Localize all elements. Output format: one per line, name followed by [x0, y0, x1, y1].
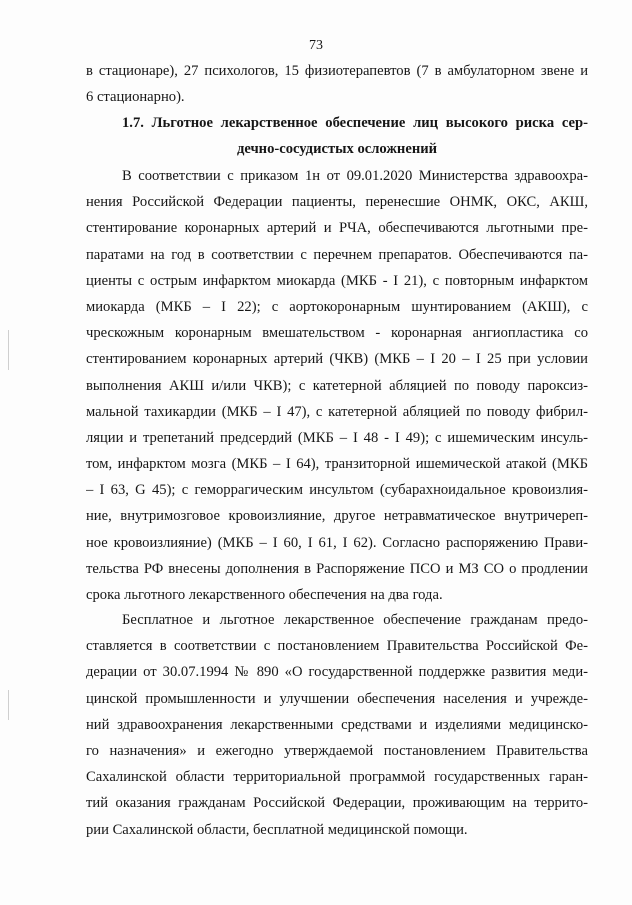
text-line: рии Сахалинской области, бесплатной медицинской помощи.	[86, 821, 468, 838]
text-line: стентирование коронарных артерий и РЧА, обеспечиваются льготными пре-	[86, 220, 588, 237]
scan-edge-mark	[8, 330, 9, 370]
text-line: миокарда (МКБ – I 22); с аортокоронарным шунтированием (АКШ), с	[86, 298, 588, 315]
paragraph-1	[86, 163, 588, 608]
heading-line: 1.7. Льготное лекарственное обеспечение лиц высокого риска сер-	[122, 115, 588, 131]
text-line: 6 стационарно).	[86, 89, 185, 106]
text-line: нения Российской Федерации пациенты, перенесшие ОНМК, ОКС, АКШ,	[86, 194, 588, 211]
text-line: тий оказания гражданам Российской Федерации, проживающим на террито-	[86, 795, 588, 812]
text-line: в стационаре), 27 психологов, 15 физиотерапевтов (7 в амбулаторном звене и	[86, 63, 588, 79]
text-line: ние, внутримозговое кровоизлияние, другое нетравматическое внутричереп-	[86, 508, 588, 525]
text-line: паратами на год в соответствии с перечнем препаратов. Обеспечиваются па-	[86, 246, 588, 263]
text-line: выполнения АКШ и/или ЧКВ); с катетерной абляцией по поводу пароксиз-	[86, 377, 588, 394]
heading-line: дечно-сосудистых осложнений	[236, 141, 438, 158]
intro-paragraph	[86, 58, 588, 110]
text-line: Сахалинской области территориальной программой государственных гаран-	[86, 769, 588, 786]
text-line: стентированием коронарных артерий (ЧКВ) (МКБ – I 20 – I 25 при условии	[86, 351, 588, 368]
text-line: В соответствии с приказом 1н от 09.01.2020 Министерства здравоохра-	[122, 168, 588, 184]
text-line: тельства РФ внесены дополнения в Распоряжение ПСО и МЗ СО о продлении	[86, 560, 588, 577]
text-line: циенты с острым инфарктом миокарда (МКБ - I 21), с повторным инфарктом	[86, 272, 588, 289]
text-line: Бесплатное и льготное лекарственное обеспечение гражданам предо-	[122, 612, 588, 628]
text-line: го назначения» и ежегодно утверждаемой постановлением Правительства	[86, 742, 588, 759]
text-line: чрескожным коронарным вмешательством - коронарная ангиопластика со	[86, 325, 588, 342]
text-line: ний здравоохранения лекарственными средствами и изделиями медицинско-	[86, 716, 588, 733]
text-line: ляции и трепетаний предсердий (МКБ – I 48 - I 49); с ишемическим инсуль-	[86, 429, 588, 446]
text-line: том, инфарктом мозга (МКБ – I 64), транзиторной ишемической атакой (МКБ	[86, 456, 588, 473]
page-number: 73	[309, 38, 323, 53]
paragraph-2	[86, 607, 588, 843]
scan-edge-mark	[8, 690, 9, 720]
text-line: цинской промышленности и улучшении обеспечения населения и учрежде-	[86, 690, 588, 707]
text-line: – I 63, G 45); с геморрагическим инсультом (субарахноидальное кровоизлия-	[86, 482, 588, 499]
text-line: дерации от 30.07.1994 № 890 «О государственной поддержке развития меди-	[86, 664, 588, 681]
text-line: срока льготного лекарственного обеспечения на два года.	[86, 587, 443, 603]
text-line: ставляется в соответствии с постановлением Правительства Российской Фе-	[86, 638, 588, 655]
section-heading	[86, 110, 588, 162]
text-line: мальной тахикардии (МКБ – I 47), с катетерной абляцией по поводу фибрил-	[86, 403, 588, 420]
text-line: ное кровоизлияние) (МКБ – I 60, I 61, I 62). Согласно распоряжению Прави-	[86, 534, 588, 551]
